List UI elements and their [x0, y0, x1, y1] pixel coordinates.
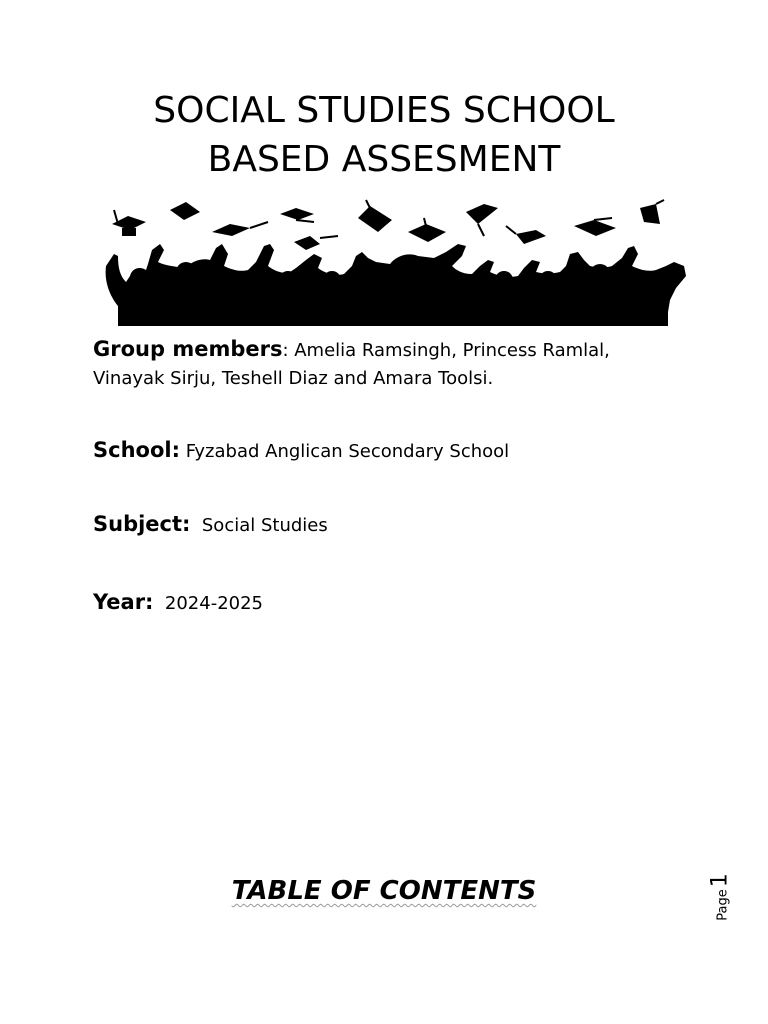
year-value: 2024-2025	[153, 593, 264, 614]
title-line-1: SOCIAL STUDIES SCHOOL	[153, 90, 615, 131]
graduation-cap-icon	[280, 208, 314, 222]
graduate-head	[495, 271, 513, 289]
toc-heading-text: TABLE OF CONTENTS	[231, 876, 537, 906]
graduation-cap-icon	[112, 210, 146, 236]
subject-value: Social Studies	[190, 515, 328, 536]
school-label: School:	[93, 438, 180, 462]
graduate-head	[362, 268, 382, 288]
graduate-head	[279, 271, 297, 289]
graduate-head	[635, 271, 653, 289]
graduation-cap-icon	[170, 202, 200, 220]
page-label: Page	[715, 889, 731, 921]
graduate-head	[590, 264, 610, 284]
page-number-marker	[695, 872, 745, 922]
graduation-cap-icon	[212, 222, 268, 236]
graduation-silhouette-image	[100, 196, 690, 326]
group-members-label: Group members	[93, 337, 283, 361]
subject-field	[93, 510, 673, 540]
year-field	[93, 588, 673, 618]
subject-label: Subject:	[93, 512, 191, 536]
graduation-cap-icon	[640, 200, 664, 224]
graduation-cap-icon	[408, 218, 446, 242]
table-of-contents-heading	[0, 876, 768, 906]
graduate-head	[131, 273, 149, 291]
crowd-base	[118, 292, 668, 326]
graduation-cap-icon	[506, 226, 546, 244]
school-field	[93, 436, 673, 466]
graduate-head	[221, 269, 239, 287]
graduate-head	[453, 275, 471, 293]
graduation-cap-icon	[294, 236, 338, 250]
title-line-2: BASED ASSESMENT	[207, 139, 561, 180]
graduate-head	[411, 257, 433, 279]
graduation-cap-icon	[574, 218, 616, 236]
graduate-head	[323, 271, 341, 289]
graduate-head	[176, 262, 196, 282]
group-members-value: : Amelia Ramsingh, Princess Ramlal, Vinayak Sirju, Teshell Diaz and Amara Toolsi.	[93, 340, 610, 389]
graduation-cap-icon	[466, 204, 498, 236]
graduation-cap-icon	[358, 200, 392, 232]
school-value: Fyzabad Anglican Secondary School	[179, 441, 510, 462]
page-number: 1	[707, 873, 733, 888]
document-title	[0, 86, 768, 184]
graduate-head	[539, 271, 557, 289]
group-members-field	[93, 335, 673, 393]
year-label: Year:	[93, 590, 154, 614]
